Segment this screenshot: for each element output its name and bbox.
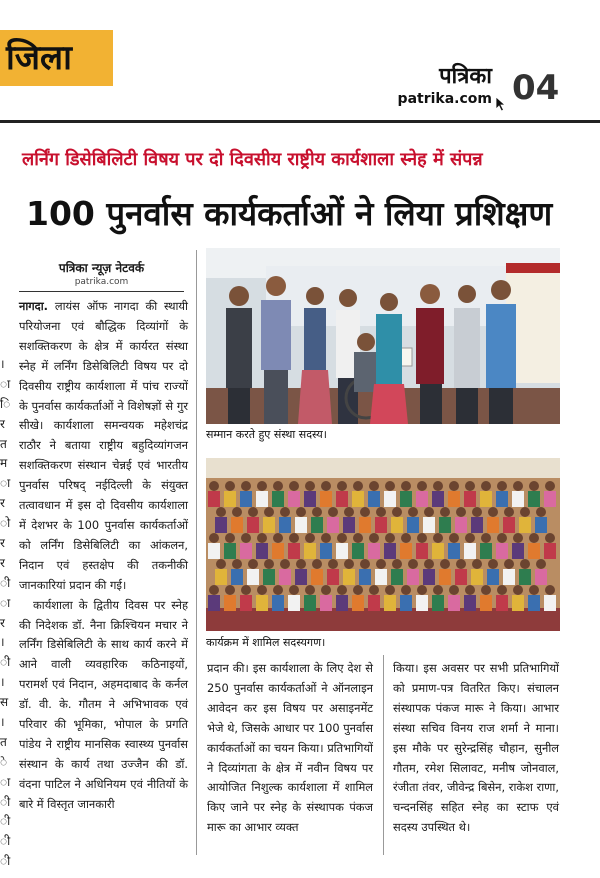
masthead-name: पत्रिका	[439, 64, 492, 89]
article-column-2	[207, 659, 373, 838]
photo-2-caption: कार्यक्रम में शामिल सदस्यगण।	[206, 636, 326, 649]
clipped-glyph: र	[0, 496, 5, 511]
clipped-glyph: ी	[0, 854, 11, 869]
clipped-glyph: ी	[0, 814, 11, 829]
section-label: जिला	[6, 38, 72, 78]
masthead	[398, 64, 492, 108]
photo-1-caption: सम्मान करते हुए संस्था सदस्य।	[206, 428, 327, 441]
article-column-3	[393, 659, 559, 838]
column-3-text: किया। इस अवसर पर सभी प्रतिभागियों को प्रमाण-पत्र वितरित किए। संचालन संस्थापक पंकज मारू ने किया। आभार संस्था सचिव विनय राज शर्मा ने माना। इस मौके पर सुरेन्द्रसिंह चौहान, सुनील गौतम, रमेश सिलावट, मनीष जोनवाल, रंजीता तंवर, जीवेन्द्र बिसेन, राकेश राणा, चन्दनसिंह सहित स्नेह का स्टाफ एवं सदस्य उपस्थित थे।	[393, 661, 559, 835]
byline	[19, 260, 184, 295]
clipped-glyph: ।	[0, 675, 5, 690]
kicker-headline: लर्निंग डिसेबिलिटी विषय पर दो दिवसीय राष्ट्रीय कार्यशाला स्नेह में संपन्न	[22, 149, 483, 170]
column-rule	[383, 655, 384, 855]
clipped-glyph: त	[0, 734, 7, 749]
page-number: 04	[512, 68, 560, 108]
clipped-glyph: ।	[0, 357, 5, 371]
section-tab	[0, 30, 113, 86]
clipped-glyph: ा	[0, 476, 11, 491]
main-headline: 100 पुनर्वास कार्यकर्ताओं ने लिया प्रशिक्षण	[26, 194, 553, 233]
clipped-glyph: े	[0, 754, 8, 769]
clipped-glyph: ा	[0, 774, 11, 789]
clipped-glyph: ी	[0, 575, 11, 590]
cursor-icon	[495, 96, 507, 112]
clipped-glyph: ा	[0, 376, 11, 391]
masthead-url: patrika.com	[397, 91, 492, 107]
clipped-glyph: ी	[0, 655, 11, 670]
byline-name: पत्रिका न्यूज़ नेटवर्क	[58, 261, 145, 275]
photo-felicitation	[206, 248, 560, 424]
column-rule	[196, 250, 197, 855]
clipped-glyph: र	[0, 615, 5, 630]
clipped-glyph: म	[0, 456, 8, 471]
photo-group	[206, 458, 560, 631]
article-column-1	[19, 297, 188, 815]
clipped-glyph: ।	[0, 635, 5, 650]
paragraph-1-text: लायंस ऑफ नागदा की स्थायी परियोजना एवं बौद्धिक दिव्यांगों के सशक्तिकरण के क्षेत्र में कार्यरत संस्था स्नेह में लर्निंग डिसेबिलिटी विषय पर दो दिवसीय राष्ट्रीय कार्यशाला में पांच राज्यों के पुनर्वास कार्यकर्ताओं ने विशेषज्ञों से गुर सीखे। कार्यशाला समन्वयक महेशचंद्र राठौर ने बताया राष्ट्रीय बहुदिव्यांगजन सशक्तिकरण संस्थान चेन्नई एवं भारतीय पुनर्वास परिषद् नईदिल्ली के संयुक्त तत्वावधान में इस दो दिवसीय कार्यशाला में देशभर के 100 पुनर्वास कार्यकर्ताओं को लर्निंग डिसेबिलिटी का आंकलन, निदान एवं हस्तक्षेप की तकनीकी जानकारियां प्रदान की गई।	[19, 299, 188, 592]
clipped-glyph: ा	[0, 595, 11, 610]
clipped-glyph: र	[0, 416, 5, 431]
top-rule	[0, 120, 600, 123]
clipped-glyph: र	[0, 555, 5, 570]
clipped-glyph: र	[0, 536, 5, 551]
clipped-glyph: ी	[0, 794, 11, 809]
adjacent-column-clip	[0, 355, 12, 872]
paragraph-1	[19, 297, 188, 596]
clipped-glyph: ि	[0, 396, 11, 411]
column-2-text: प्रदान की। इस कार्यशाला के लिए देश से 250 पुनर्वास कार्यकर्ताओं ने ऑनलाइन आवेदन कर इस विषय पर असाइनमेंट भेजे थे, जिसके आधार पर 100 पुनर्वास कार्यकर्ताओं का चयन किया। प्रतिभागियों ने दिव्यांगता के क्षेत्र में नवीन विषय पर आयोजित निशुल्क कार्यशाला में शामिल किए जाने पर स्नेह के संस्थापक पंकज मारू का आभार व्यक्त	[207, 661, 373, 835]
clipped-glyph: ।	[0, 715, 5, 730]
byline-url: patrika.com	[74, 277, 129, 287]
clipped-glyph: स	[0, 695, 9, 710]
dateline: नागदा.	[19, 299, 49, 313]
clipped-glyph: ो	[0, 516, 11, 531]
clipped-glyph: त	[0, 436, 7, 451]
paragraph-2: कार्यशाला के द्वितीय दिवस पर स्नेह की निदेशक डॉ. नैना क्रिश्चियन मचार ने लर्निंग डिसेबिलिटी के साथ कार्य करने में आने वाली व्यवहारिक कठिनाइयों, परामर्श एवं निदान, अहमदाबाद के कर्नल डॉ. वी. के. गौतम ने अभिभावक एवं परिवार की भूमिका, भोपाल के प्रगति पांडेय ने राष्ट्रीय मानसिक स्वास्थ्य पुनर्वास संस्थान के कार्य तथा उज्जैन की डॉ. वंदना पाटिल ने अधिनियम एवं नीतियों के बारे में विस्तृत जानकारी	[19, 597, 188, 811]
clipped-glyph: ी	[0, 834, 11, 849]
byline-rule	[19, 291, 184, 292]
